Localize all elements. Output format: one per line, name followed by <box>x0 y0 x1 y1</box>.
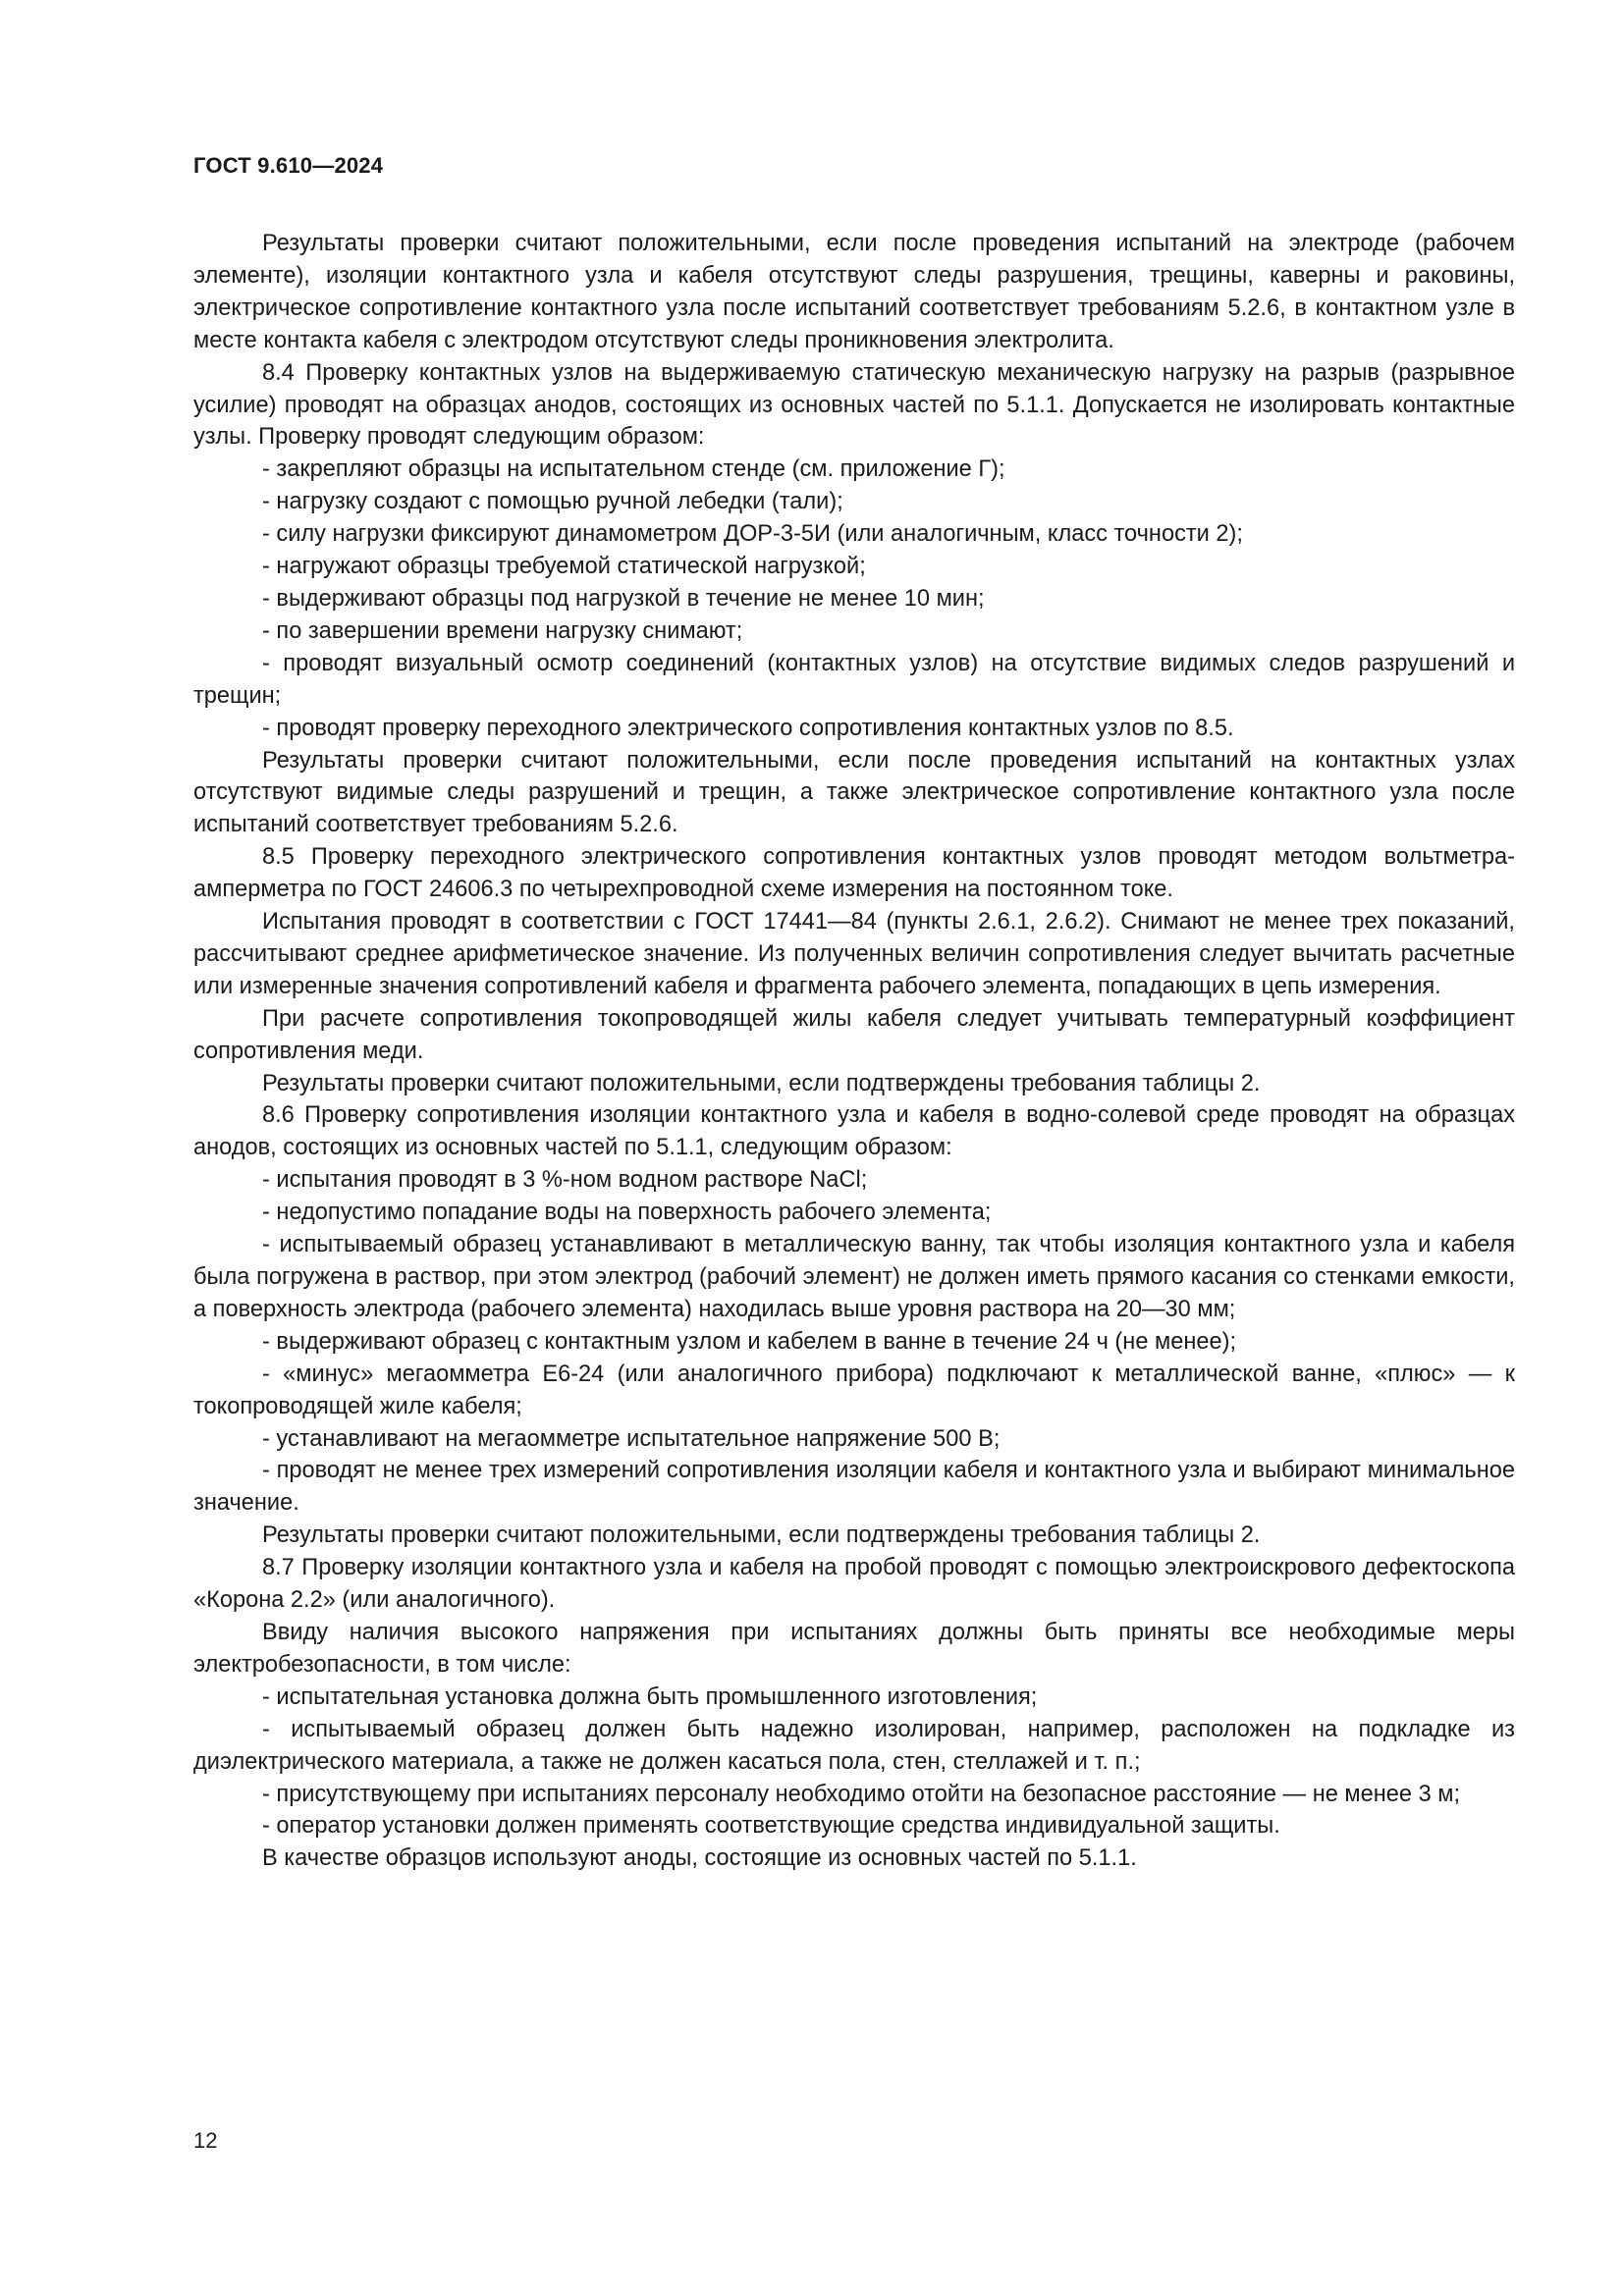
paragraph: Результаты проверки считают положительными, если подтверждены требования таблицы 2. <box>262 1522 1261 1549</box>
list-item: - по завершении времени нагрузку снимают; <box>262 617 743 644</box>
paragraph: 8.6 Проверку сопротивления изоляции контактного узла и кабеля в водно-солевой среде проводят на образцах анодов, состоящих из основных частей по 5.1.1, следующим образом: <box>193 1102 1515 1161</box>
list-item: - проводят проверку переходного электрического сопротивления контактных узлов по 8.5. <box>262 715 1234 741</box>
list-item: - проводят визуальный осмотр соединений (контактных узлов) на отсутствие видимых следов разрушений и трещин; <box>193 650 1515 709</box>
paragraph: 8.5 Проверку переходного электрического сопротивления контактных узлов проводят методом вольтметра-амперметра по ГОСТ 24606.3 по четырехпроводной схеме измерения на постоянном токе. <box>193 844 1515 903</box>
list-item: - присутствующему при испытаниях персоналу необходимо отойти на безопасное расстояние — не менее 3 м; <box>262 1781 1461 1807</box>
list-item: - оператор установки должен применять соответствующие средства индивидуальной защиты. <box>262 1813 1280 1840</box>
list-item: - силу нагрузки фиксируют динамометром ДОР-3-5И (или аналогичным, класс точности 2); <box>262 521 1243 548</box>
paragraph: Ввиду наличия высокого напряжения при испытаниях должны быть приняты все необходимые меры электробезопасности, в том числе: <box>193 1619 1515 1678</box>
paragraph: В качестве образцов используют аноды, состоящие из основных частей по 5.1.1. <box>262 1845 1137 1872</box>
list-item: - недопустимо попадание воды на поверхность рабочего элемента; <box>262 1200 992 1226</box>
paragraph: Результаты проверки считают положительными, если подтверждены требования таблицы 2. <box>262 1070 1261 1096</box>
page-number: 12 <box>193 2128 218 2153</box>
paragraph: 8.7 Проверку изоляции контактного узла и кабеля на пробой проводят с помощью электроискрового дефектоскопа «Корона 2.2» (или аналогичного). <box>193 1555 1515 1614</box>
document-body <box>193 228 1515 1875</box>
list-item: - испытываемый образец должен быть надежно изолирован, например, расположен на подкладке из диэлектрического материала, а также не должен касаться пола, стен, стеллажей и т. п.; <box>193 1716 1515 1775</box>
list-item: - проводят не менее трех измерений сопротивления изоляции кабеля и контактного узла и выбирают минимальное значение. <box>193 1458 1515 1517</box>
list-item: - выдерживают образцы под нагрузкой в течение не менее 10 мин; <box>262 585 985 612</box>
list-item: - закрепляют образцы на испытательном стенде (см. приложение Г); <box>262 456 1005 483</box>
paragraph: Результаты проверки считают положительными, если после проведения испытаний на контактных узлах отсутствуют видимые следы разрушений и трещин, а также электрическое сопротивление контактного узла после испытаний соответствует требованиям 5.2.6. <box>193 747 1515 838</box>
list-item: - нагружают образцы требуемой статической нагрузкой; <box>262 554 866 580</box>
paragraph: При расчете сопротивления токопроводящей жилы кабеля следует учитывать температурный коэффициент сопротивления меди. <box>193 1005 1515 1064</box>
paragraph: 8.4 Проверку контактных узлов на выдерживаемую статическую механическую нагрузку на разрыв (разрывное усилие) проводят на образцах анодов, состоящих из основных частей по 5.1.1. Допускается не изолировать контактные узлы. Проверку проводят следующим образом: <box>193 359 1515 451</box>
list-item: - устанавливают на мегаомметре испытательное напряжение 500 В; <box>262 1425 1001 1452</box>
list-item: - испытательная установка должна быть промышленного изготовления; <box>262 1683 1038 1710</box>
list-item: - испытания проводят в 3 %-ном водном растворе NaCl; <box>262 1167 868 1194</box>
list-item: - «минус» мегаомметра Е6-24 (или аналогичного прибора) подключают к металлической ванне, «плюс» — к токопроводящей жиле кабеля; <box>193 1361 1515 1419</box>
list-item: - выдерживают образец с контактным узлом и кабелем в ванне в течение 24 ч (не менее); <box>262 1328 1237 1355</box>
paragraph: Испытания проводят в соответствии с ГОСТ 17441—84 (пункты 2.6.1, 2.6.2). Снимают не менее трех показаний, рассчитывают среднее арифметическое значение. Из полученных величин сопротивления следует вычитать расчетные или измеренные значения сопротивлений кабеля и фрагмента рабочего элемента, попадающих в цепь измерения. <box>193 909 1515 999</box>
list-item: - нагрузку создают с помощью ручной лебедки (тали); <box>262 489 843 515</box>
list-item: - испытываемый образец устанавливают в металлическую ванну, так чтобы изоляция контактного узла и кабеля была погружена в раствор, при этом электрод (рабочий элемент) не должен иметь прямого касания со стенками емкости, а поверхность электрода (рабочего элемента) находилась выше уровня раствора на 20—30 мм; <box>193 1232 1515 1322</box>
document-header: ГОСТ 9.610—2024 <box>193 153 384 178</box>
paragraph: Результаты проверки считают положительными, если после проведения испытаний на электроде (рабочем элементе), изоляции контактного узла и кабеля отсутствуют следы разрушения, трещины, каверны и раковины, электрическое сопротивление контактного узла после испытаний соответствует требованиям 5.2.6, в контактном узле в месте контакта кабеля с электродом отсутствуют следы проникновения электролита. <box>193 231 1515 353</box>
